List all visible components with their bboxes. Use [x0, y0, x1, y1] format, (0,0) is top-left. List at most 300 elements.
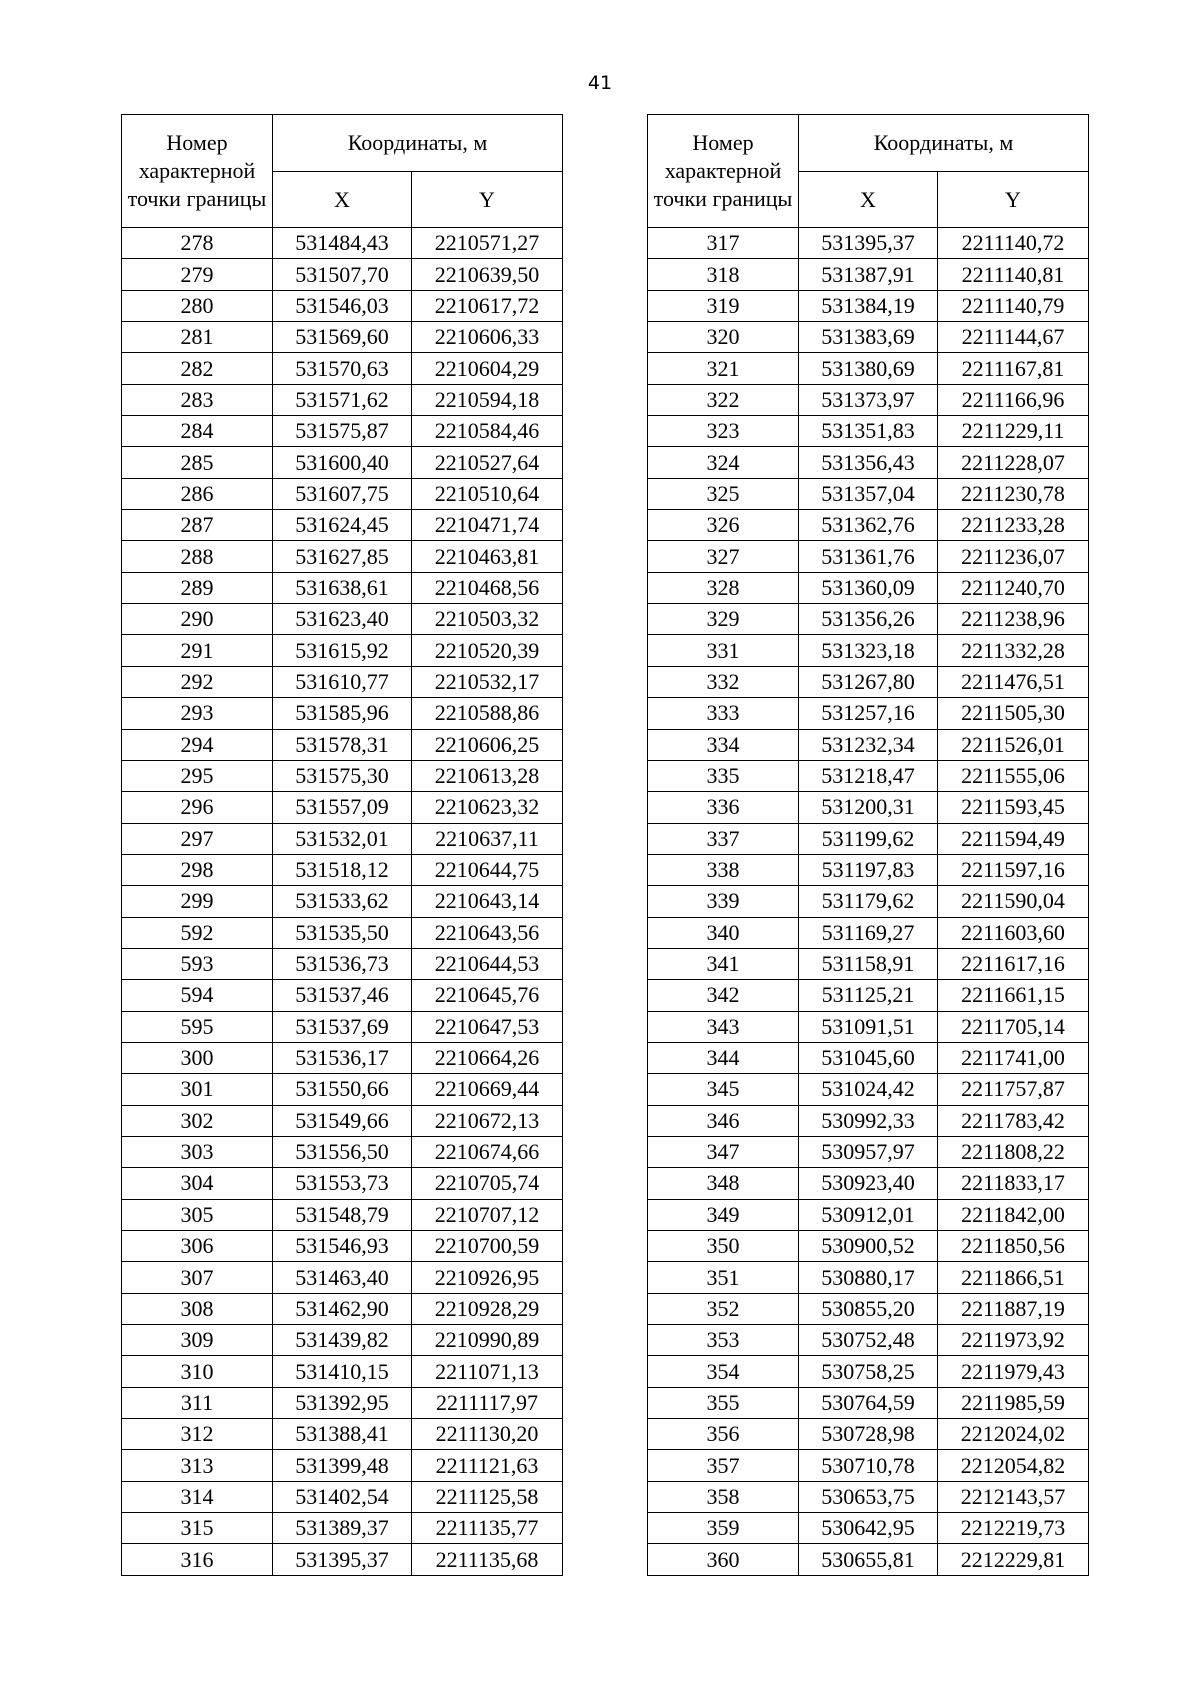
cell-point-number: 349: [648, 1199, 799, 1230]
cell-y: 2210926,95: [412, 1262, 563, 1293]
cell-x: 531410,15: [273, 1356, 412, 1387]
cell-x: 531402,54: [273, 1481, 412, 1512]
cell-point-number: 326: [648, 510, 799, 541]
cell-y: 2211887,19: [938, 1293, 1089, 1324]
table-body-left: [122, 228, 563, 1576]
cell-x: 531356,26: [799, 604, 938, 635]
cell-point-number: 290: [122, 604, 273, 635]
cell-x: 531571,62: [273, 384, 412, 415]
cell-x: 531387,91: [799, 259, 938, 290]
cell-x: 531351,83: [799, 416, 938, 447]
cell-y: 2212229,81: [938, 1544, 1089, 1575]
table-row: [648, 1325, 1089, 1356]
cell-point-number: 289: [122, 572, 273, 603]
cell-point-number: 358: [648, 1481, 799, 1512]
cell-y: 2211228,07: [938, 447, 1089, 478]
coordinates-table-left: [121, 114, 563, 1576]
cell-point-number: 332: [648, 666, 799, 697]
cell-x: 531546,03: [273, 290, 412, 321]
table-row: [648, 510, 1089, 541]
table-row: [648, 1419, 1089, 1450]
header-coordinates: Координаты, м: [273, 115, 563, 172]
cell-point-number: 311: [122, 1387, 273, 1418]
cell-x: 531536,17: [273, 1042, 412, 1073]
table-row: [648, 1481, 1089, 1512]
cell-point-number: 335: [648, 760, 799, 791]
cell-point-number: 339: [648, 886, 799, 917]
cell-point-number: 293: [122, 698, 273, 729]
cell-y: 2212054,82: [938, 1450, 1089, 1481]
cell-y: 2211808,22: [938, 1136, 1089, 1167]
table-row: [648, 416, 1089, 447]
table-row: [122, 917, 563, 948]
table-row: [122, 384, 563, 415]
cell-point-number: 595: [122, 1011, 273, 1042]
cell-y: 2211135,77: [412, 1513, 563, 1544]
table-row: [648, 541, 1089, 572]
cell-y: 2210623,32: [412, 792, 563, 823]
table-row: [648, 572, 1089, 603]
cell-point-number: 288: [122, 541, 273, 572]
cell-x: 531218,47: [799, 760, 938, 791]
cell-point-number: 327: [648, 541, 799, 572]
cell-x: 531125,21: [799, 980, 938, 1011]
cell-point-number: 308: [122, 1293, 273, 1324]
header-point-number: Номер характерной точки границы: [122, 115, 273, 228]
cell-x: 530655,81: [799, 1544, 938, 1575]
cell-y: 2211130,20: [412, 1419, 563, 1450]
cell-x: 531395,37: [273, 1544, 412, 1575]
cell-x: 531384,19: [799, 290, 938, 321]
cell-x: 531575,87: [273, 416, 412, 447]
cell-x: 531267,80: [799, 666, 938, 697]
cell-point-number: 360: [648, 1544, 799, 1575]
table-row: [648, 1387, 1089, 1418]
cell-x: 531232,34: [799, 729, 938, 760]
cell-x: 531569,60: [273, 322, 412, 353]
cell-point-number: 294: [122, 729, 273, 760]
table-row: [648, 290, 1089, 321]
table-row: [648, 228, 1089, 259]
cell-y: 2211229,11: [938, 416, 1089, 447]
cell-x: 531463,40: [273, 1262, 412, 1293]
cell-y: 2211597,16: [938, 854, 1089, 885]
cell-y: 2211973,92: [938, 1325, 1089, 1356]
header-point-number: Номер характерной точки границы: [648, 115, 799, 228]
table-row: [648, 447, 1089, 478]
table-row: [648, 1136, 1089, 1167]
cell-x: 531380,69: [799, 353, 938, 384]
table-row: [648, 729, 1089, 760]
cell-point-number: 342: [648, 980, 799, 1011]
cell-x: 531638,61: [273, 572, 412, 603]
cell-point-number: 359: [648, 1513, 799, 1544]
cell-point-number: 356: [648, 1419, 799, 1450]
table-row: [648, 1293, 1089, 1324]
table-row: [648, 886, 1089, 917]
cell-point-number: 317: [648, 228, 799, 259]
cell-point-number: 323: [648, 416, 799, 447]
cell-x: 530900,52: [799, 1231, 938, 1262]
table-row: [122, 1105, 563, 1136]
table-row: [122, 1387, 563, 1418]
cell-x: 531556,50: [273, 1136, 412, 1167]
table-row: [122, 635, 563, 666]
table-row: [122, 1325, 563, 1356]
cell-point-number: 341: [648, 948, 799, 979]
cell-x: 531361,76: [799, 541, 938, 572]
cell-y: 2211121,63: [412, 1450, 563, 1481]
table-row: [122, 1136, 563, 1167]
cell-x: 531024,42: [799, 1074, 938, 1105]
cell-point-number: 319: [648, 290, 799, 321]
cell-x: 531323,18: [799, 635, 938, 666]
cell-y: 2210471,74: [412, 510, 563, 541]
cell-x: 531624,45: [273, 510, 412, 541]
cell-y: 2210669,44: [412, 1074, 563, 1105]
cell-point-number: 299: [122, 886, 273, 917]
cell-x: 530728,98: [799, 1419, 938, 1450]
cell-point-number: 285: [122, 447, 273, 478]
cell-y: 2211238,96: [938, 604, 1089, 635]
table-row: [648, 1168, 1089, 1199]
table-row: [122, 698, 563, 729]
cell-y: 2211705,14: [938, 1011, 1089, 1042]
table-row: [648, 1262, 1089, 1293]
cell-y: 2210664,26: [412, 1042, 563, 1073]
cell-point-number: 283: [122, 384, 273, 415]
cell-point-number: 322: [648, 384, 799, 415]
cell-y: 2211593,45: [938, 792, 1089, 823]
table-row: [122, 666, 563, 697]
cell-point-number: 278: [122, 228, 273, 259]
cell-y: 2211979,43: [938, 1356, 1089, 1387]
cell-x: 530957,97: [799, 1136, 938, 1167]
cell-x: 531045,60: [799, 1042, 938, 1073]
cell-x: 530710,78: [799, 1450, 938, 1481]
cell-y: 2210645,76: [412, 980, 563, 1011]
cell-y: 2210644,75: [412, 854, 563, 885]
table-row: [648, 635, 1089, 666]
cell-point-number: 354: [648, 1356, 799, 1387]
cell-x: 531200,31: [799, 792, 938, 823]
cell-y: 2210571,27: [412, 228, 563, 259]
cell-y: 2211332,28: [938, 635, 1089, 666]
cell-point-number: 306: [122, 1231, 273, 1262]
cell-x: 531600,40: [273, 447, 412, 478]
cell-y: 2212219,73: [938, 1513, 1089, 1544]
cell-y: 2211526,01: [938, 729, 1089, 760]
cell-point-number: 343: [648, 1011, 799, 1042]
cell-x: 531537,46: [273, 980, 412, 1011]
cell-point-number: 305: [122, 1199, 273, 1230]
cell-point-number: 310: [122, 1356, 273, 1387]
cell-x: 531356,43: [799, 447, 938, 478]
cell-y: 2210928,29: [412, 1293, 563, 1324]
cell-x: 530653,75: [799, 1481, 938, 1512]
cell-point-number: 296: [122, 792, 273, 823]
table-row: [122, 1042, 563, 1073]
cell-x: 531383,69: [799, 322, 938, 353]
cell-x: 531546,93: [273, 1231, 412, 1262]
cell-x: 531548,79: [273, 1199, 412, 1230]
cell-y: 2210520,39: [412, 635, 563, 666]
cell-x: 531179,62: [799, 886, 938, 917]
cell-y: 2210990,89: [412, 1325, 563, 1356]
table-row: [648, 1105, 1089, 1136]
table-row: [648, 823, 1089, 854]
cell-x: 530758,25: [799, 1356, 938, 1387]
cell-point-number: 300: [122, 1042, 273, 1073]
cell-y: 2210613,28: [412, 760, 563, 791]
table-row: [122, 886, 563, 917]
table-row: [122, 572, 563, 603]
cell-x: 530992,33: [799, 1105, 938, 1136]
cell-point-number: 340: [648, 917, 799, 948]
table-row: [648, 760, 1089, 791]
cell-x: 531570,63: [273, 353, 412, 384]
table-row: [122, 1544, 563, 1575]
cell-point-number: 292: [122, 666, 273, 697]
cell-x: 531585,96: [273, 698, 412, 729]
cell-y: 2210604,29: [412, 353, 563, 384]
table-row: [122, 760, 563, 791]
table-row: [122, 259, 563, 290]
cell-x: 531362,76: [799, 510, 938, 541]
cell-point-number: 281: [122, 322, 273, 353]
header-y: Y: [938, 172, 1089, 228]
cell-point-number: 318: [648, 259, 799, 290]
table-row: [648, 604, 1089, 635]
cell-y: 2211071,13: [412, 1356, 563, 1387]
cell-y: 2211505,30: [938, 698, 1089, 729]
table-row: [122, 447, 563, 478]
table-row: [122, 478, 563, 509]
cell-y: 2211236,07: [938, 541, 1089, 572]
cell-point-number: 287: [122, 510, 273, 541]
cell-y: 2210510,64: [412, 478, 563, 509]
cell-y: 2211603,60: [938, 917, 1089, 948]
cell-y: 2211233,28: [938, 510, 1089, 541]
coordinates-table-right: [647, 114, 1089, 1576]
cell-x: 531533,62: [273, 886, 412, 917]
cell-point-number: 328: [648, 572, 799, 603]
cell-y: 2210643,14: [412, 886, 563, 917]
table-row: [122, 1293, 563, 1324]
table-row: [122, 948, 563, 979]
table-row: [648, 353, 1089, 384]
table-row: [648, 259, 1089, 290]
cell-y: 2211741,00: [938, 1042, 1089, 1073]
table-row: [122, 541, 563, 572]
cell-point-number: 298: [122, 854, 273, 885]
cell-point-number: 347: [648, 1136, 799, 1167]
cell-x: 530642,95: [799, 1513, 938, 1544]
cell-x: 531169,27: [799, 917, 938, 948]
page-number: 41: [587, 72, 613, 94]
cell-point-number: 315: [122, 1513, 273, 1544]
cell-point-number: 331: [648, 635, 799, 666]
cell-point-number: 345: [648, 1074, 799, 1105]
cell-y: 2211140,79: [938, 290, 1089, 321]
cell-point-number: 303: [122, 1136, 273, 1167]
cell-y: 2211617,16: [938, 948, 1089, 979]
cell-point-number: 346: [648, 1105, 799, 1136]
cell-y: 2211842,00: [938, 1199, 1089, 1230]
cell-x: 531623,40: [273, 604, 412, 635]
cell-point-number: 592: [122, 917, 273, 948]
cell-y: 2211125,58: [412, 1481, 563, 1512]
cell-x: 531610,77: [273, 666, 412, 697]
cell-y: 2211985,59: [938, 1387, 1089, 1418]
table-row: [122, 290, 563, 321]
cell-x: 531507,70: [273, 259, 412, 290]
cell-point-number: 312: [122, 1419, 273, 1450]
table-row: [648, 948, 1089, 979]
table-row: [122, 1513, 563, 1544]
table-row: [648, 478, 1089, 509]
cell-y: 2210672,13: [412, 1105, 563, 1136]
header-x: X: [273, 172, 412, 228]
cell-y: 2210463,81: [412, 541, 563, 572]
cell-y: 2211783,42: [938, 1105, 1089, 1136]
cell-x: 531549,66: [273, 1105, 412, 1136]
cell-y: 2210700,59: [412, 1231, 563, 1262]
cell-x: 530855,20: [799, 1293, 938, 1324]
cell-point-number: 295: [122, 760, 273, 791]
cell-y: 2210594,18: [412, 384, 563, 415]
table-row: [122, 322, 563, 353]
cell-point-number: 329: [648, 604, 799, 635]
table-row: [648, 384, 1089, 415]
cell-y: 2211144,67: [938, 322, 1089, 353]
cell-point-number: 350: [648, 1231, 799, 1262]
cell-point-number: 352: [648, 1293, 799, 1324]
cell-x: 531357,04: [799, 478, 938, 509]
cell-x: 531518,12: [273, 854, 412, 885]
table-row: [648, 698, 1089, 729]
cell-x: 531553,73: [273, 1168, 412, 1199]
cell-x: 531532,01: [273, 823, 412, 854]
cell-point-number: 348: [648, 1168, 799, 1199]
cell-x: 531373,97: [799, 384, 938, 415]
table-row: [122, 980, 563, 1011]
cell-x: 531197,83: [799, 854, 938, 885]
cell-point-number: 301: [122, 1074, 273, 1105]
cell-point-number: 282: [122, 353, 273, 384]
cell-y: 2211230,78: [938, 478, 1089, 509]
cell-y: 2210606,25: [412, 729, 563, 760]
cell-y: 2211476,51: [938, 666, 1089, 697]
cell-x: 531578,31: [273, 729, 412, 760]
cell-y: 2210584,46: [412, 416, 563, 447]
cell-x: 531392,95: [273, 1387, 412, 1418]
cell-point-number: 355: [648, 1387, 799, 1418]
table-row: [648, 917, 1089, 948]
table-row: [122, 416, 563, 447]
cell-x: 531575,30: [273, 760, 412, 791]
cell-point-number: 316: [122, 1544, 273, 1575]
cell-x: 531360,09: [799, 572, 938, 603]
cell-y: 2210643,56: [412, 917, 563, 948]
cell-x: 531389,37: [273, 1513, 412, 1544]
cell-y: 2210617,72: [412, 290, 563, 321]
table-row: [122, 823, 563, 854]
cell-point-number: 337: [648, 823, 799, 854]
cell-y: 2211240,70: [938, 572, 1089, 603]
table-row: [122, 1074, 563, 1105]
cell-y: 2211140,81: [938, 259, 1089, 290]
table-row: [648, 1450, 1089, 1481]
cell-x: 531091,51: [799, 1011, 938, 1042]
cell-x: 531627,85: [273, 541, 412, 572]
cell-y: 2210637,11: [412, 823, 563, 854]
cell-point-number: 314: [122, 1481, 273, 1512]
cell-point-number: 279: [122, 259, 273, 290]
cell-point-number: 284: [122, 416, 273, 447]
table-row: [122, 228, 563, 259]
cell-x: 531462,90: [273, 1293, 412, 1324]
cell-y: 2210639,50: [412, 259, 563, 290]
cell-point-number: 357: [648, 1450, 799, 1481]
cell-point-number: 297: [122, 823, 273, 854]
cell-point-number: 593: [122, 948, 273, 979]
cell-x: 531484,43: [273, 228, 412, 259]
table-row: [122, 353, 563, 384]
cell-y: 2211661,15: [938, 980, 1089, 1011]
cell-point-number: 286: [122, 478, 273, 509]
cell-point-number: 324: [648, 447, 799, 478]
cell-point-number: 334: [648, 729, 799, 760]
cell-y: 2212024,02: [938, 1419, 1089, 1450]
cell-y: 2211833,17: [938, 1168, 1089, 1199]
cell-x: 531535,50: [273, 917, 412, 948]
cell-y: 2210606,33: [412, 322, 563, 353]
cell-y: 2210527,64: [412, 447, 563, 478]
cell-x: 531607,75: [273, 478, 412, 509]
cell-x: 530912,01: [799, 1199, 938, 1230]
cell-y: 2211167,81: [938, 353, 1089, 384]
table-row: [122, 1356, 563, 1387]
table-row: [122, 1481, 563, 1512]
table-row: [648, 322, 1089, 353]
cell-y: 2210532,17: [412, 666, 563, 697]
cell-y: 2210647,53: [412, 1011, 563, 1042]
table-row: [648, 1199, 1089, 1230]
cell-x: 531399,48: [273, 1450, 412, 1481]
cell-point-number: 302: [122, 1105, 273, 1136]
cell-y: 2210468,56: [412, 572, 563, 603]
table-row: [122, 1011, 563, 1042]
table-row: [648, 792, 1089, 823]
table-row: [648, 854, 1089, 885]
cell-y: 2211757,87: [938, 1074, 1089, 1105]
cell-point-number: 336: [648, 792, 799, 823]
cell-point-number: 280: [122, 290, 273, 321]
table-row: [122, 1262, 563, 1293]
cell-x: 531395,37: [799, 228, 938, 259]
cell-y: 2210674,66: [412, 1136, 563, 1167]
cell-x: 531388,41: [273, 1419, 412, 1450]
table-row: [648, 1042, 1089, 1073]
cell-y: 2211555,06: [938, 760, 1089, 791]
cell-x: 530923,40: [799, 1168, 938, 1199]
cell-y: 2211850,56: [938, 1231, 1089, 1262]
table-row: [648, 1356, 1089, 1387]
cell-y: 2211166,96: [938, 384, 1089, 415]
table-row: [648, 1231, 1089, 1262]
table-row: [122, 510, 563, 541]
